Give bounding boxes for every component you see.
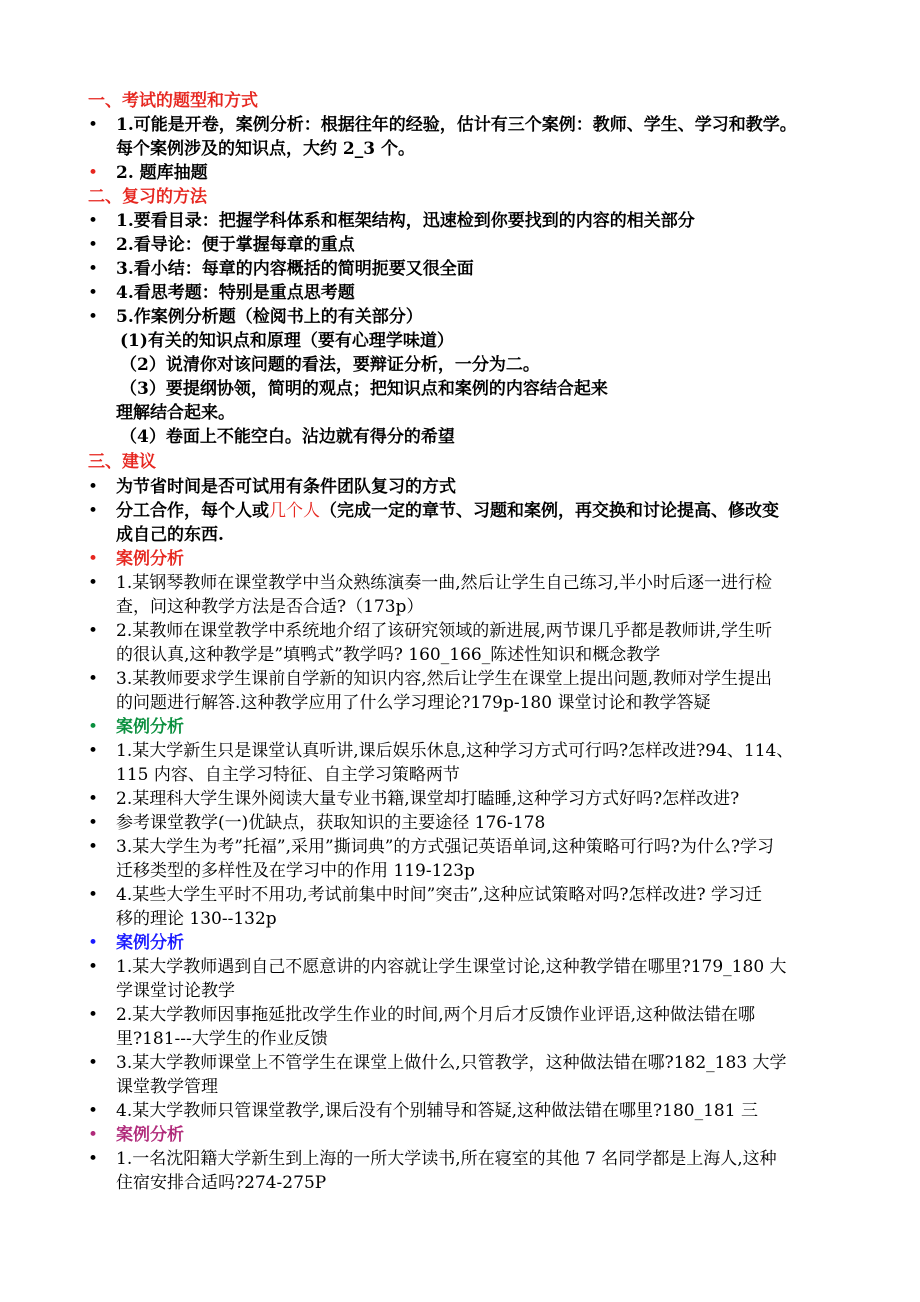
bullet-icon: • bbox=[88, 115, 99, 135]
bullet-icon: • bbox=[88, 573, 99, 593]
section-heading-3 bbox=[0, 450, 920, 474]
case-item-continuation bbox=[0, 1027, 920, 1051]
case-item bbox=[0, 835, 920, 859]
sub-item bbox=[0, 425, 920, 449]
item-text: 1.可能是开卷，案例分析：根据往年的经验，估计有三个案例：教师、学生、学习和教学。 bbox=[116, 115, 797, 135]
case-text: 1.一名沈阳籍大学新生到上海的一所大学读书,所在寝室的其他 7 名同学都是上海人,这种 bbox=[116, 1149, 777, 1169]
case-item-continuation bbox=[0, 595, 920, 619]
list-item bbox=[0, 233, 920, 257]
case-text: 学课堂讨论教学 bbox=[116, 981, 235, 1001]
bullet-icon: • bbox=[88, 621, 99, 641]
sub-item-continuation bbox=[0, 401, 920, 425]
item-text: 1.要看目录：把握学科体系和框架结构，迅速检到你要找到的内容的相关部分 bbox=[116, 211, 695, 231]
case-item bbox=[0, 955, 920, 979]
case-heading-text: 案例分析 bbox=[116, 717, 184, 737]
sub-item bbox=[0, 377, 920, 401]
bullet-icon: • bbox=[88, 1149, 99, 1169]
list-item bbox=[0, 305, 920, 329]
item-text-part: 分工合作，每个人或 bbox=[116, 501, 269, 521]
bullet-icon: • bbox=[88, 1101, 99, 1121]
case-item-continuation bbox=[0, 859, 920, 883]
case-heading-text: 案例分析 bbox=[116, 1125, 184, 1145]
list-item bbox=[0, 475, 920, 499]
bullet-icon: • bbox=[88, 1125, 99, 1145]
case-text: 3.某大学生为考”托福”,采用”撕词典”的方式强记英语单词,这种策略可行吗?为什么?学习 bbox=[116, 837, 775, 857]
bullet-icon: • bbox=[88, 235, 99, 255]
case-text: 2.某教师在课堂教学中系统地介绍了该研究领域的新进展,两节课几乎都是教师讲,学生听 bbox=[116, 621, 773, 641]
case-heading bbox=[0, 931, 920, 955]
bullet-icon: • bbox=[88, 669, 99, 689]
bullet-icon: • bbox=[88, 163, 99, 183]
case-text: 2.某理科大学生课外阅读大量专业书籍,课堂却打瞌睡,这种学习方式好吗?怎样改进? bbox=[116, 789, 740, 809]
case-text: 1.某大学新生只是课堂认真听讲,课后娱乐休息,这种学习方式可行吗?怎样改进?94、114、 bbox=[116, 741, 794, 761]
bullet-icon: • bbox=[88, 283, 99, 303]
list-item bbox=[0, 281, 920, 305]
bullet-icon: • bbox=[88, 957, 99, 977]
list-item bbox=[0, 499, 920, 523]
case-text: 移的理论 130--132p bbox=[116, 909, 277, 929]
bullet-icon: • bbox=[88, 1053, 99, 1073]
list-item bbox=[0, 113, 920, 137]
case-heading-text: 案例分析 bbox=[116, 549, 184, 569]
case-text: 课堂教学管理 bbox=[116, 1077, 218, 1097]
case-heading bbox=[0, 715, 920, 739]
section-heading-1 bbox=[0, 89, 920, 113]
item-text: 2. 题库抽题 bbox=[116, 163, 208, 183]
item-text: 5.作案例分析题（检阅书上的有关部分） bbox=[116, 307, 423, 327]
list-item-continuation bbox=[0, 137, 920, 161]
highlighted-text: 几个人 bbox=[269, 501, 320, 521]
case-text: 1.某钢琴教师在课堂教学中当众熟练演奏一曲,然后让学生自己练习,半小时后逐一进行检 bbox=[116, 573, 773, 593]
item-text: 4.看思考题：特别是重点思考题 bbox=[116, 283, 355, 303]
case-text: 查，问这种教学方法是否合适?（173p） bbox=[116, 597, 424, 617]
case-item bbox=[0, 883, 920, 907]
case-item bbox=[0, 811, 920, 835]
list-item-continuation bbox=[0, 523, 920, 547]
item-text: 理解结合起来。 bbox=[116, 403, 235, 423]
bullet-icon: • bbox=[88, 211, 99, 231]
item-text: 2.看导论：便于掌握每章的重点 bbox=[116, 235, 355, 255]
item-text: 为节省时间是否可试用有条件团队复习的方式 bbox=[116, 477, 456, 497]
case-item bbox=[0, 1147, 920, 1171]
bullet-icon: • bbox=[88, 813, 99, 833]
case-item bbox=[0, 1099, 920, 1123]
case-text: 115 内容、自主学习特征、自主学习策略两节 bbox=[116, 765, 460, 785]
case-text: 1.某大学教师遇到自己不愿意讲的内容就让学生课堂讨论,这种教学错在哪里?179_180 大 bbox=[116, 957, 787, 977]
case-text: 参考课堂教学(一)优缺点，获取知识的主要途径 176-178 bbox=[116, 813, 546, 833]
bullet-icon: • bbox=[88, 549, 99, 569]
bullet-icon: • bbox=[88, 501, 99, 521]
case-item bbox=[0, 667, 920, 691]
item-text: （4）卷面上不能空白。沾边就有得分的希望 bbox=[120, 427, 455, 447]
item-text bbox=[116, 499, 779, 523]
sub-item bbox=[0, 329, 920, 353]
bullet-icon: • bbox=[88, 789, 99, 809]
bullet-icon: • bbox=[88, 717, 99, 737]
case-item-continuation bbox=[0, 907, 920, 931]
bullet-icon: • bbox=[88, 885, 99, 905]
item-text-part: （完成一定的章节、习题和案例，再交换和讨论提高、修改变 bbox=[320, 501, 779, 521]
item-text: 成自己的东西. bbox=[116, 525, 224, 545]
case-text: 的很认真,这种教学是”填鸭式”教学吗? 160_166_陈述性知识和概念教学 bbox=[116, 645, 661, 665]
case-text: 迁移类型的多样性及在学习中的作用 119-123p bbox=[116, 861, 475, 881]
case-text: 住宿安排合适吗?274-275P bbox=[116, 1173, 327, 1193]
case-item bbox=[0, 619, 920, 643]
case-heading-text: 案例分析 bbox=[116, 933, 184, 953]
item-text: 3.看小结：每章的内容概括的简明扼要又很全面 bbox=[116, 259, 474, 279]
item-text: （2）说清你对该问题的看法，要辩证分析，一分为二。 bbox=[120, 355, 540, 375]
item-text: （3）要提纲协领，简明的观点；把知识点和案例的内容结合起来 bbox=[120, 379, 608, 399]
list-item bbox=[0, 161, 920, 185]
list-item bbox=[0, 209, 920, 233]
case-item bbox=[0, 1051, 920, 1075]
bullet-icon: • bbox=[88, 741, 99, 761]
case-text: 的问题进行解答.这种教学应用了什么学习理论?179p-180 课堂讨论和教学答疑 bbox=[116, 693, 711, 713]
case-item-continuation bbox=[0, 1075, 920, 1099]
bullet-icon: • bbox=[88, 307, 99, 327]
case-item bbox=[0, 1003, 920, 1027]
sub-item bbox=[0, 353, 920, 377]
case-text: 4.某大学教师只管课堂教学,课后没有个别辅导和答疑,这种做法错在哪里?180_181 三 bbox=[116, 1101, 758, 1121]
bullet-icon: • bbox=[88, 933, 99, 953]
case-item bbox=[0, 739, 920, 763]
case-item-continuation bbox=[0, 763, 920, 787]
bullet-icon: • bbox=[88, 837, 99, 857]
item-text: 每个案例涉及的知识点，大约 2_3 个。 bbox=[116, 139, 415, 159]
bullet-icon: • bbox=[88, 259, 99, 279]
list-item bbox=[0, 257, 920, 281]
item-text: (1)有关的知识点和原理（要有心理学味道） bbox=[120, 331, 454, 351]
case-heading bbox=[0, 547, 920, 571]
case-item-continuation bbox=[0, 691, 920, 715]
section-heading-2 bbox=[0, 185, 920, 209]
case-item-continuation bbox=[0, 643, 920, 667]
case-item-continuation bbox=[0, 979, 920, 1003]
case-text: 3.某教师要求学生课前自学新的知识内容,然后让学生在课堂上提出问题,教师对学生提出 bbox=[116, 669, 773, 689]
bullet-icon: • bbox=[88, 477, 99, 497]
case-text: 3.某大学教师课堂上不管学生在课堂上做什么,只管教学，这种做法错在哪?182_183 大学 bbox=[116, 1053, 787, 1073]
section-title: 二、复习的方法 bbox=[88, 187, 207, 207]
section-title: 三、建议 bbox=[88, 452, 156, 472]
bullet-icon: • bbox=[88, 1005, 99, 1025]
case-item bbox=[0, 571, 920, 595]
case-heading bbox=[0, 1123, 920, 1147]
case-text: 2.某大学教师因事拖延批改学生作业的时间,两个月后才反馈作业评语,这种做法错在哪 bbox=[116, 1005, 756, 1025]
case-text: 4.某些大学生平时不用功,考试前集中时间”突击”,这种应试策略对吗?怎样改进? 学习迁 bbox=[116, 885, 763, 905]
case-item-continuation bbox=[0, 1171, 920, 1195]
section-title: 一、考试的题型和方式 bbox=[88, 91, 258, 111]
case-text: 里?181---大学生的作业反馈 bbox=[116, 1029, 328, 1049]
case-item bbox=[0, 787, 920, 811]
